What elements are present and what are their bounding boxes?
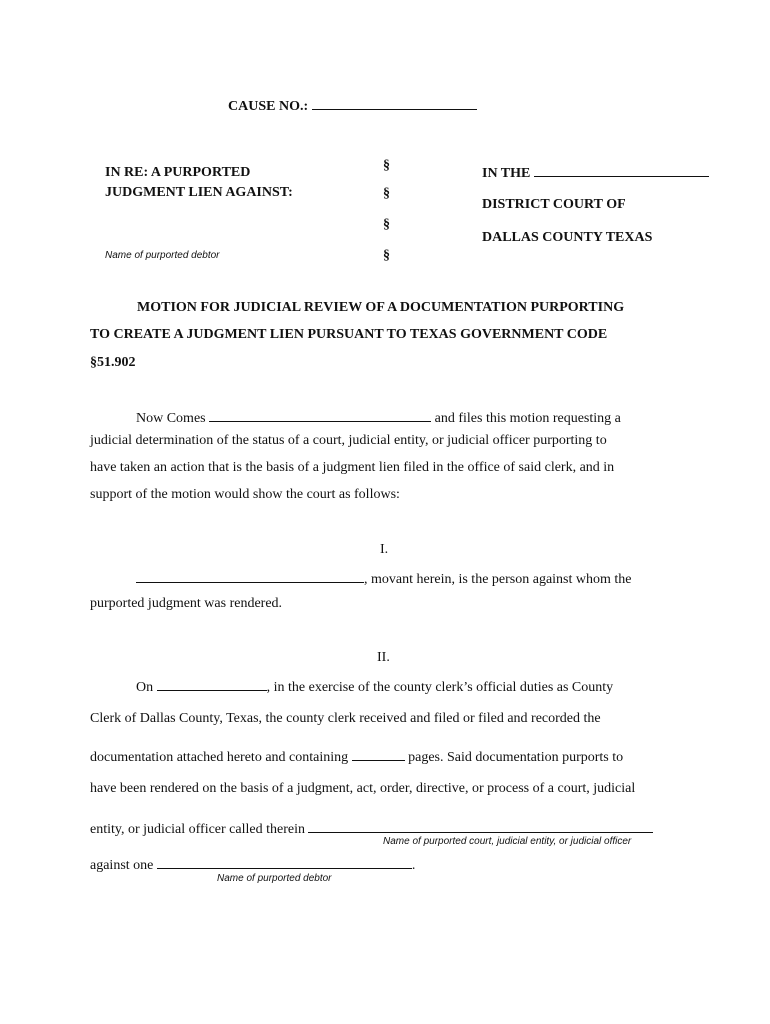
- intro-line2: judicial determination of the status of a court, judicial entity, or judicial officer purporting to: [90, 433, 607, 448]
- section-1-continuation: , movant herein, is the person against whom the: [364, 572, 632, 587]
- debtor-caption: Name of purported debtor: [105, 250, 220, 261]
- page-count-field[interactable]: [352, 746, 405, 761]
- section-2-line3: [90, 746, 623, 766]
- in-re-line2: JUDGMENT LIEN AGAINST:: [105, 185, 293, 200]
- section-symbol: §: [383, 186, 390, 201]
- section-1-line1: [136, 568, 632, 588]
- court-caption: Name of purported court, judicial entity, or judicial officer: [383, 836, 632, 847]
- pages-text: pages. Said documentation purports to: [408, 750, 624, 765]
- court-line2: DALLAS COUNTY TEXAS: [482, 230, 653, 245]
- section-2-line4: have been rendered on the basis of a judgment, act, order, directive, or process of a court, judicial: [90, 781, 636, 796]
- in-re-line1: IN RE: A PURPORTED: [105, 165, 251, 180]
- in-the-line: [482, 162, 709, 182]
- intro-continuation: and files this motion requesting a: [434, 411, 621, 426]
- cause-label: CAUSE NO.:: [228, 99, 309, 114]
- section-1-numeral: I.: [380, 542, 389, 557]
- title-line3: §51.902: [90, 355, 136, 370]
- debtor-name-field[interactable]: [157, 854, 412, 869]
- section-1-line2: purported judgment was rendered.: [90, 596, 283, 611]
- section-symbol: §: [383, 158, 390, 173]
- on-text: On: [136, 680, 154, 695]
- section-2-line6: [90, 854, 415, 874]
- intro-line4: support of the motion would show the court as follows:: [90, 487, 400, 502]
- cause-number-field[interactable]: [312, 95, 477, 110]
- section-2-line1: [136, 676, 613, 696]
- court-name-field[interactable]: [308, 818, 653, 833]
- court-number-field[interactable]: [534, 162, 709, 177]
- title-line2: TO CREATE A JUDGMENT LIEN PURSUANT TO TEXAS GOVERNMENT CODE: [90, 327, 608, 342]
- filing-date-field[interactable]: [157, 676, 267, 691]
- section-symbol: §: [383, 217, 390, 232]
- section-2-line5: [90, 818, 653, 838]
- period-text: .: [411, 858, 416, 873]
- containing-text: documentation attached hereto and containing: [90, 750, 349, 765]
- movant-field[interactable]: [136, 568, 364, 583]
- section-symbol: §: [383, 248, 390, 263]
- section-2-continuation: , in the exercise of the county clerk’s official duties as County: [266, 680, 614, 695]
- in-the-label: IN THE: [482, 166, 531, 181]
- movant-name-field[interactable]: [209, 407, 431, 422]
- now-comes-text: Now Comes: [136, 411, 206, 426]
- title-line1: MOTION FOR JUDICIAL REVIEW OF A DOCUMENTATION PURPORTING: [137, 300, 625, 315]
- section-2-numeral: II.: [377, 650, 390, 665]
- section-2-line2: Clerk of Dallas County, Texas, the county clerk received and filed or filed and recorded the: [90, 711, 601, 726]
- cause-number-line: [228, 95, 477, 115]
- intro-line1: [136, 407, 621, 427]
- court-line1: DISTRICT COURT OF: [482, 197, 626, 212]
- called-therein-text: entity, or judicial officer called therein: [90, 822, 305, 837]
- against-one-text: against one: [90, 858, 154, 873]
- debtor-caption-2: Name of purported debtor: [217, 873, 332, 884]
- intro-line3: have taken an action that is the basis of a judgment lien filed in the office of said clerk, and in: [90, 460, 615, 475]
